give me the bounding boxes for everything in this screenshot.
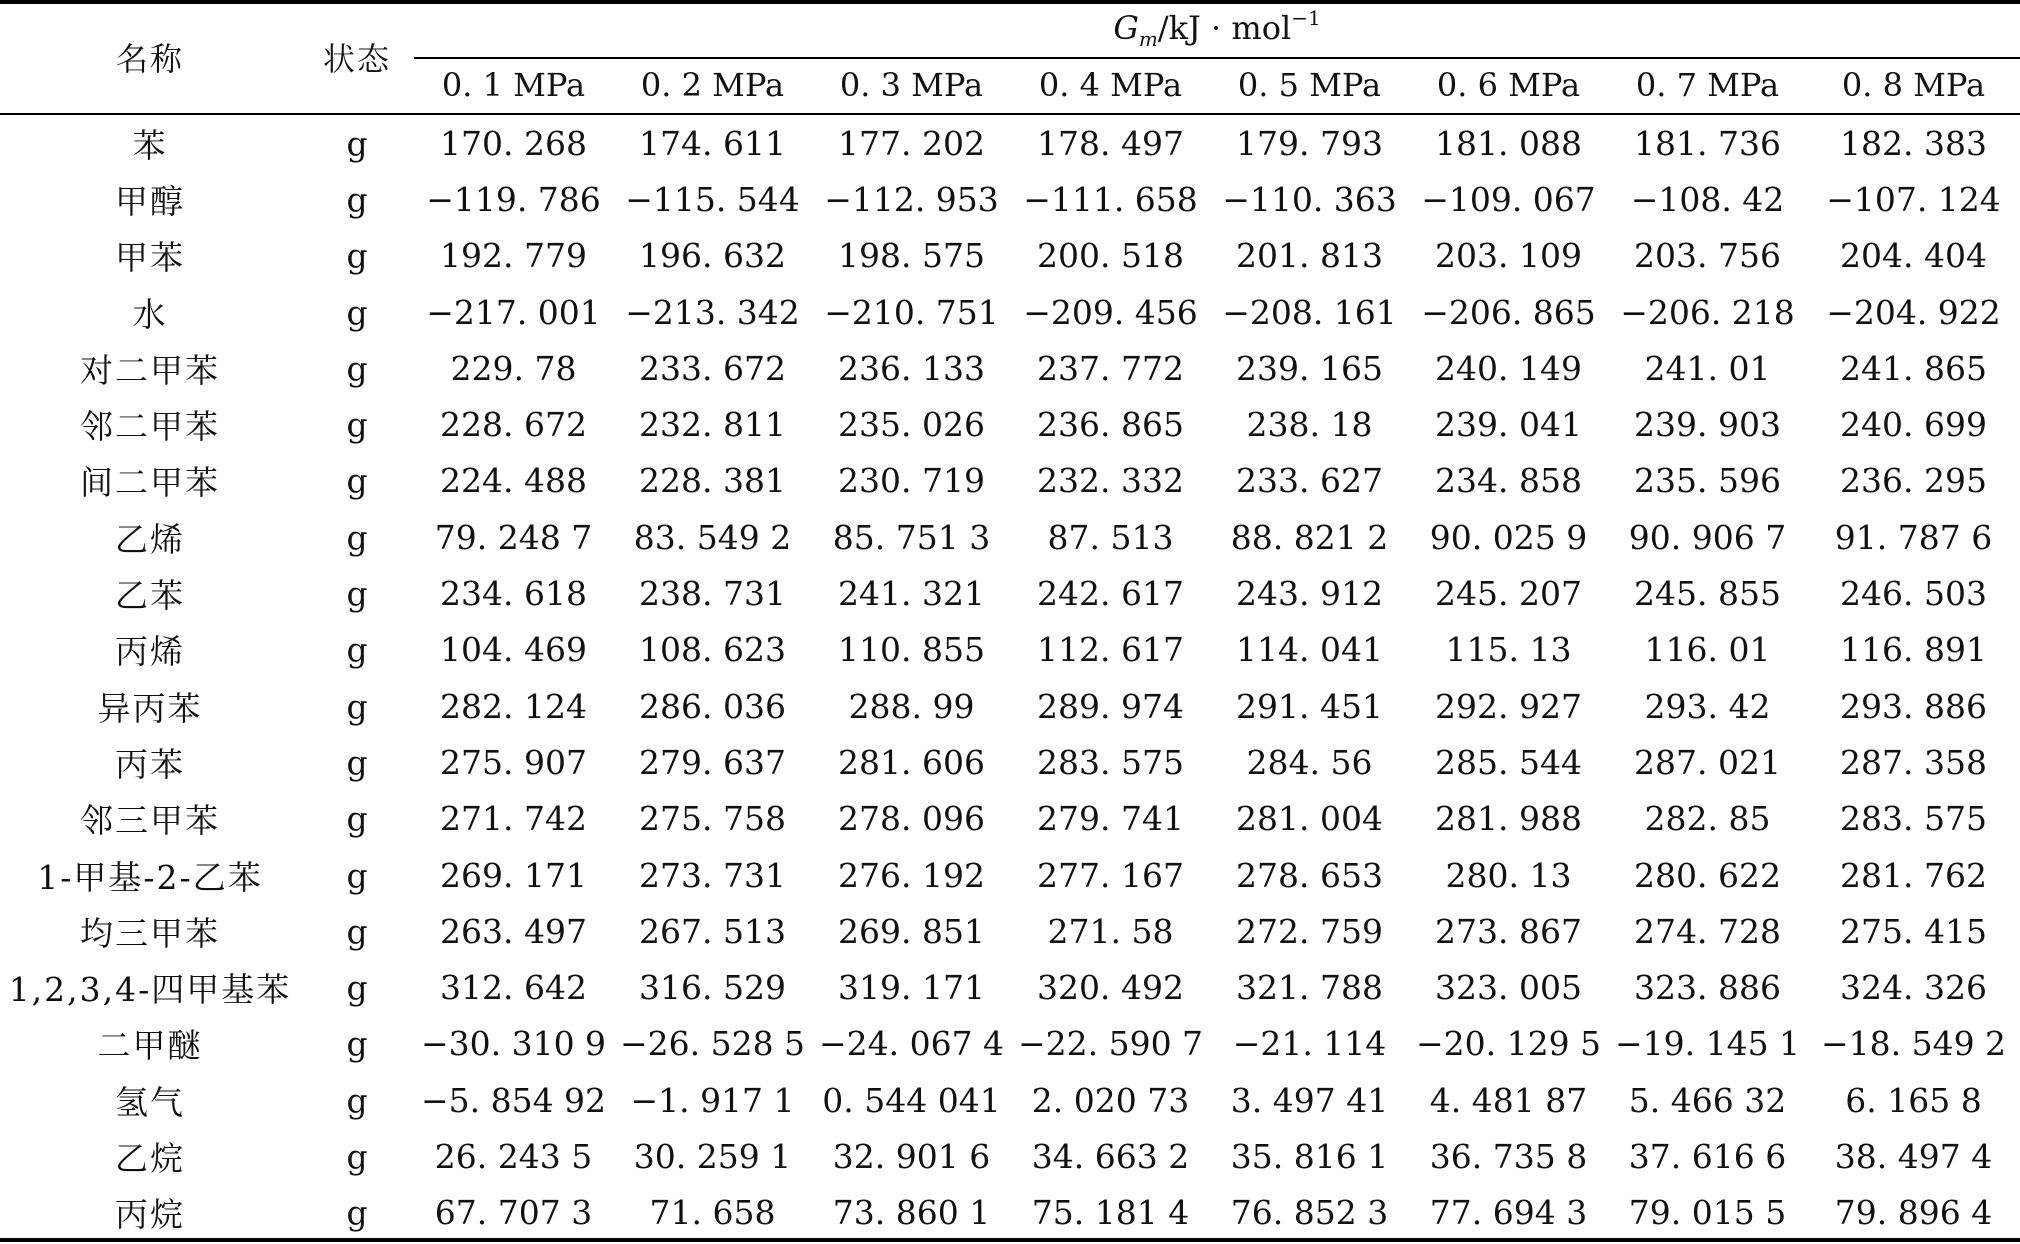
compound-state: g [346, 1136, 368, 1176]
gibbs-value-cell: 277. 167 [1037, 855, 1184, 895]
table-row [0, 340, 2020, 396]
gibbs-value-cell: 278. 096 [838, 799, 985, 839]
table-row [0, 396, 2020, 452]
table-row [0, 1016, 2020, 1072]
gibbs-value-cell: 267. 513 [639, 911, 786, 951]
table-body [0, 113, 2020, 1241]
gibbs-value-cell: 276. 192 [838, 855, 985, 895]
gibbs-value-cell: 79. 248 7 [434, 517, 593, 557]
gibbs-value-cell: 316. 529 [639, 968, 786, 1008]
gibbs-value-cell: 83. 549 2 [633, 517, 792, 557]
gibbs-value-cell: 182. 383 [1840, 123, 1987, 163]
gibbs-value-cell: 38. 497 4 [1834, 1136, 1993, 1176]
gibbs-value-cell: 282. 85 [1644, 799, 1771, 839]
gibbs-value-cell: 233. 672 [639, 348, 786, 388]
gibbs-value-cell: −210. 751 [824, 292, 999, 332]
gibbs-value-cell: 32. 901 6 [832, 1136, 991, 1176]
gibbs-value-cell: 26. 243 5 [434, 1136, 593, 1176]
gibbs-value-cell: 271. 742 [440, 799, 587, 839]
gibbs-value-cell: 108. 623 [639, 630, 786, 670]
compound-state: g [346, 574, 368, 614]
table-row [0, 171, 2020, 227]
gibbs-value-cell: −119. 786 [426, 179, 601, 219]
table-row [0, 509, 2020, 565]
pressure-header-7: 0. 7 MPa [1635, 66, 1780, 104]
compound-state: g [346, 405, 368, 445]
gibbs-value-cell: −217. 001 [426, 292, 601, 332]
compound-name: 苯 [132, 125, 168, 165]
gibbs-value-cell: 3. 497 41 [1230, 1080, 1389, 1120]
gibbs-value-cell: 285. 544 [1435, 742, 1582, 782]
compound-state: g [346, 1193, 368, 1233]
compound-name: 乙苯 [115, 576, 185, 616]
gibbs-value-cell: 288. 99 [848, 686, 975, 726]
pressure-header-6: 0. 6 MPa [1436, 66, 1581, 104]
gibbs-value-cell: 110. 855 [838, 630, 985, 670]
gibbs-value-cell: 284. 56 [1246, 742, 1373, 782]
compound-name: 丙苯 [115, 744, 185, 784]
gibbs-value-cell: 203. 756 [1634, 236, 1781, 276]
gibbs-value-cell: 201. 813 [1236, 236, 1383, 276]
gibbs-value-cell: −111. 658 [1023, 179, 1198, 219]
gibbs-value-cell: 269. 851 [838, 911, 985, 951]
compound-state: g [346, 348, 368, 388]
gibbs-value-cell: 90. 906 7 [1628, 517, 1787, 557]
gibbs-value-cell: 192. 779 [440, 236, 587, 276]
gibbs-value-cell: 243. 912 [1236, 574, 1383, 614]
compound-state: g [346, 179, 368, 219]
gibbs-group-header [414, 0, 2020, 57]
compound-state: g [346, 968, 368, 1008]
gibbs-value-cell: 116. 01 [1644, 630, 1771, 670]
gibbs-value-cell: 73. 860 1 [832, 1193, 991, 1233]
compound-name: 邻三甲苯 [80, 801, 220, 841]
gibbs-value-cell: −22. 590 7 [1017, 1024, 1204, 1064]
gibbs-value-cell: −206. 865 [1421, 292, 1596, 332]
gibbs-value-cell: 241. 865 [1840, 348, 1987, 388]
gibbs-value-cell: 281. 004 [1236, 799, 1383, 839]
gibbs-value-cell: 234. 858 [1435, 461, 1582, 501]
gibbs-value-cell: 273. 867 [1435, 911, 1582, 951]
gibbs-value-cell: 5. 466 32 [1628, 1080, 1787, 1120]
gibbs-value-cell: 281. 606 [838, 742, 985, 782]
compound-name: 乙烷 [115, 1138, 185, 1178]
gibbs-value-cell: 293. 42 [1644, 686, 1771, 726]
compound-state: g [346, 742, 368, 782]
compound-name: 二甲醚 [97, 1026, 203, 1066]
gibbs-value-cell: 239. 165 [1236, 348, 1383, 388]
compound-state: g [346, 911, 368, 951]
gibbs-value-cell: 238. 731 [639, 574, 786, 614]
gibbs-value-cell: 242. 617 [1037, 574, 1184, 614]
gibbs-value-cell: 233. 627 [1236, 461, 1383, 501]
compound-state: g [346, 1080, 368, 1120]
gibbs-value-cell: −206. 218 [1620, 292, 1795, 332]
gibbs-value-cell: −20. 129 5 [1415, 1024, 1602, 1064]
compound-name: 间二甲苯 [80, 463, 220, 503]
gibbs-value-cell: 35. 816 1 [1230, 1136, 1389, 1176]
compound-state: g [346, 686, 368, 726]
compound-state: g [346, 1024, 368, 1064]
gibbs-value-cell: 181. 736 [1634, 123, 1781, 163]
state-column-header: 状态 [322, 39, 391, 78]
gibbs-value-cell: −107. 124 [1826, 179, 2001, 219]
gibbs-value-cell: 179. 793 [1236, 123, 1383, 163]
gibbs-value-cell: −115. 544 [625, 179, 800, 219]
gibbs-subscript: m [1138, 27, 1158, 51]
gibbs-value-cell: −21. 114 [1232, 1024, 1387, 1064]
gibbs-value-cell: 230. 719 [838, 461, 985, 501]
gibbs-value-cell: 323. 005 [1435, 968, 1582, 1008]
gibbs-value-cell: 281. 762 [1840, 855, 1987, 895]
gibbs-value-cell: 228. 672 [440, 405, 587, 445]
gibbs-value-cell: 323. 886 [1634, 968, 1781, 1008]
gibbs-value-cell: 241. 01 [1644, 348, 1771, 388]
name-column-header: 名称 [115, 39, 184, 78]
table-row [0, 565, 2020, 621]
gibbs-value-cell: −5. 854 92 [420, 1080, 607, 1120]
gibbs-value-cell: 275. 758 [639, 799, 786, 839]
gibbs-value-cell: −204. 922 [1826, 292, 2001, 332]
gibbs-value-cell: 229. 78 [450, 348, 577, 388]
gibbs-value-cell: 278. 653 [1236, 855, 1383, 895]
gibbs-value-cell: 115. 13 [1445, 630, 1572, 670]
gibbs-value-cell: 275. 907 [440, 742, 587, 782]
gibbs-value-cell: 274. 728 [1634, 911, 1781, 951]
gibbs-value-cell: 76. 852 3 [1230, 1193, 1389, 1233]
compound-name: 邻二甲苯 [80, 407, 220, 447]
compound-name: 丙烷 [115, 1195, 185, 1235]
gibbs-value-cell: 236. 133 [838, 348, 985, 388]
gibbs-value-cell: 30. 259 1 [633, 1136, 792, 1176]
gibbs-value-cell: 75. 181 4 [1031, 1193, 1190, 1233]
compound-state: g [346, 855, 368, 895]
gibbs-value-cell: 275. 415 [1840, 911, 1987, 951]
compound-state: g [346, 292, 368, 332]
gibbs-value-cell: 204. 404 [1840, 236, 1987, 276]
gibbs-value-cell: 71. 658 [649, 1193, 776, 1233]
gibbs-value-cell: 269. 171 [440, 855, 587, 895]
compound-name: 乙烯 [115, 519, 185, 559]
gibbs-value-cell: 77. 694 3 [1429, 1193, 1588, 1233]
gibbs-value-cell: 87. 513 [1047, 517, 1174, 557]
gibbs-value-cell: 246. 503 [1840, 574, 1987, 614]
pressure-header-5: 0. 5 MPa [1237, 66, 1382, 104]
gibbs-value-cell: 6. 165 8 [1845, 1080, 1982, 1120]
gibbs-symbol: G [1113, 9, 1139, 47]
gibbs-value-cell: 236. 865 [1037, 405, 1184, 445]
gibbs-value-cell: 232. 811 [639, 405, 786, 445]
gibbs-value-cell: 238. 18 [1246, 405, 1373, 445]
gibbs-value-cell: 273. 731 [639, 855, 786, 895]
gibbs-value-cell: 4. 481 87 [1429, 1080, 1588, 1120]
gibbs-value-cell: 79. 015 5 [1628, 1193, 1787, 1233]
gibbs-value-cell: −208. 161 [1222, 292, 1397, 332]
gibbs-value-cell: 291. 451 [1236, 686, 1383, 726]
gibbs-value-cell: −112. 953 [824, 179, 999, 219]
gibbs-value-cell: −209. 456 [1023, 292, 1198, 332]
gibbs-value-cell: 232. 332 [1037, 461, 1184, 501]
gibbs-value-cell: 287. 358 [1840, 742, 1987, 782]
gibbs-value-cell: 272. 759 [1236, 911, 1383, 951]
compound-state: g [346, 123, 368, 163]
compound-name: 1-甲基-2-乙苯 [37, 857, 263, 897]
gibbs-value-cell: 200. 518 [1037, 236, 1184, 276]
gibbs-value-cell: −19. 145 1 [1614, 1024, 1801, 1064]
gibbs-value-cell: 241. 321 [838, 574, 985, 614]
gibbs-value-cell: 174. 611 [639, 123, 786, 163]
gibbs-value-cell: 116. 891 [1840, 630, 1987, 670]
pressure-header-2: 0. 2 MPa [640, 66, 785, 104]
gibbs-value-cell: 79. 896 4 [1834, 1193, 1993, 1233]
gibbs-value-cell: 36. 735 8 [1429, 1136, 1588, 1176]
gibbs-value-cell: 104. 469 [440, 630, 587, 670]
compound-name: 异丙苯 [97, 688, 203, 728]
gibbs-value-cell: 271. 58 [1047, 911, 1174, 951]
table-row [0, 903, 2020, 959]
gibbs-value-cell: 281. 988 [1435, 799, 1582, 839]
compound-name: 甲醇 [115, 181, 185, 221]
table-row [0, 678, 2020, 734]
table-row [0, 959, 2020, 1015]
compound-state: g [346, 799, 368, 839]
gibbs-value-cell: 112. 617 [1037, 630, 1184, 670]
table-row [0, 228, 2020, 284]
gibbs-value-cell: 286. 036 [639, 686, 786, 726]
table-row [0, 734, 2020, 790]
gibbs-unit-exponent: −1 [1291, 6, 1321, 30]
compound-name: 水 [132, 294, 168, 334]
gibbs-value-cell: 324. 326 [1840, 968, 1987, 1008]
table-row [0, 453, 2020, 509]
compound-name: 丙烯 [115, 632, 185, 672]
gibbs-value-cell: 224. 488 [440, 461, 587, 501]
compound-name: 对二甲苯 [80, 350, 220, 390]
gibbs-value-cell: 245. 855 [1634, 574, 1781, 614]
gibbs-value-cell: 91. 787 6 [1834, 517, 1993, 557]
gibbs-value-cell: 2. 020 73 [1031, 1080, 1190, 1120]
gibbs-value-cell: −26. 528 5 [619, 1024, 806, 1064]
gibbs-value-cell: 289. 974 [1037, 686, 1184, 726]
gibbs-value-cell: 177. 202 [838, 123, 985, 163]
gibbs-value-cell: 114. 041 [1236, 630, 1383, 670]
gibbs-value-cell: 90. 025 9 [1429, 517, 1588, 557]
pressure-header-3: 0. 3 MPa [839, 66, 984, 104]
gibbs-value-cell: −108. 42 [1630, 179, 1785, 219]
pressure-header-8: 0. 8 MPa [1841, 66, 1986, 104]
gibbs-value-cell: 240. 699 [1840, 405, 1987, 445]
compound-state: g [346, 236, 368, 276]
gibbs-value-cell: 320. 492 [1037, 968, 1184, 1008]
compound-state: g [346, 630, 368, 670]
compound-state: g [346, 517, 368, 557]
gibbs-value-cell: 283. 575 [1037, 742, 1184, 782]
gibbs-value-cell: −24. 067 4 [818, 1024, 1005, 1064]
gibbs-value-cell: 203. 109 [1435, 236, 1582, 276]
gibbs-value-cell: 239. 903 [1634, 405, 1781, 445]
gibbs-value-cell: −109. 067 [1421, 179, 1596, 219]
gibbs-value-cell: 85. 751 3 [832, 517, 991, 557]
pressure-header-1: 0. 1 MPa [441, 66, 586, 104]
gibbs-value-cell: 34. 663 2 [1031, 1136, 1190, 1176]
gibbs-value-cell: 234. 618 [440, 574, 587, 614]
compound-name: 甲苯 [115, 238, 185, 278]
gibbs-value-cell: −18. 549 2 [1820, 1024, 2007, 1064]
gibbs-value-cell: −213. 342 [625, 292, 800, 332]
gibbs-value-cell: 37. 616 6 [1628, 1136, 1787, 1176]
table-row [0, 791, 2020, 847]
gibbs-value-cell: 282. 124 [440, 686, 587, 726]
table-row [0, 284, 2020, 340]
gibbs-value-cell: 0. 544 041 [822, 1080, 1001, 1120]
gibbs-value-cell: 236. 295 [1840, 461, 1987, 501]
gibbs-value-cell: 237. 772 [1037, 348, 1184, 388]
table-row [0, 622, 2020, 678]
gibbs-value-cell: 240. 149 [1435, 348, 1582, 388]
gibbs-value-cell: 283. 575 [1840, 799, 1987, 839]
gibbs-value-cell: 280. 622 [1634, 855, 1781, 895]
gibbs-value-cell: 239. 041 [1435, 405, 1582, 445]
gibbs-value-cell: 287. 021 [1634, 742, 1781, 782]
gibbs-value-cell: 279. 637 [639, 742, 786, 782]
gibbs-unit: /kJ · mol [1157, 9, 1292, 47]
gibbs-value-cell: 198. 575 [838, 236, 985, 276]
gibbs-value-cell: 235. 026 [838, 405, 985, 445]
compound-name: 1,2,3,4-四甲基苯 [8, 970, 292, 1010]
table-row [0, 1072, 2020, 1128]
gibbs-value-cell: 178. 497 [1037, 123, 1184, 163]
gibbs-value-cell: 170. 268 [440, 123, 587, 163]
compound-name: 氢气 [115, 1082, 185, 1122]
gibbs-value-cell: 88. 821 2 [1230, 517, 1389, 557]
gibbs-value-cell: 263. 497 [440, 911, 587, 951]
gibbs-value-cell: 293. 886 [1840, 686, 1987, 726]
gibbs-value-cell: 279. 741 [1037, 799, 1184, 839]
compound-state: g [346, 461, 368, 501]
gibbs-value-cell: 319. 171 [838, 968, 985, 1008]
gibbs-value-cell: 280. 13 [1445, 855, 1572, 895]
gibbs-value-cell: −1. 917 1 [630, 1080, 795, 1120]
table-row [0, 1128, 2020, 1184]
gibbs-value-cell: 292. 927 [1435, 686, 1582, 726]
gibbs-value-cell: 181. 088 [1435, 123, 1582, 163]
gibbs-value-cell: 228. 381 [639, 461, 786, 501]
gibbs-value-cell: −30. 310 9 [420, 1024, 607, 1064]
gibbs-value-cell: 235. 596 [1634, 461, 1781, 501]
compound-name: 均三甲苯 [80, 913, 220, 953]
gibbs-value-cell: 321. 788 [1236, 968, 1383, 1008]
table-row [0, 847, 2020, 903]
table-row [0, 1185, 2020, 1241]
gibbs-value-cell: 312. 642 [440, 968, 587, 1008]
pressure-header-4: 0. 4 MPa [1038, 66, 1183, 104]
gibbs-value-cell: −110. 363 [1222, 179, 1397, 219]
table-row [0, 113, 2020, 171]
gibbs-value-cell: 196. 632 [639, 236, 786, 276]
gibbs-value-cell: 245. 207 [1435, 574, 1582, 614]
gibbs-value-cell: 67. 707 3 [434, 1193, 593, 1233]
